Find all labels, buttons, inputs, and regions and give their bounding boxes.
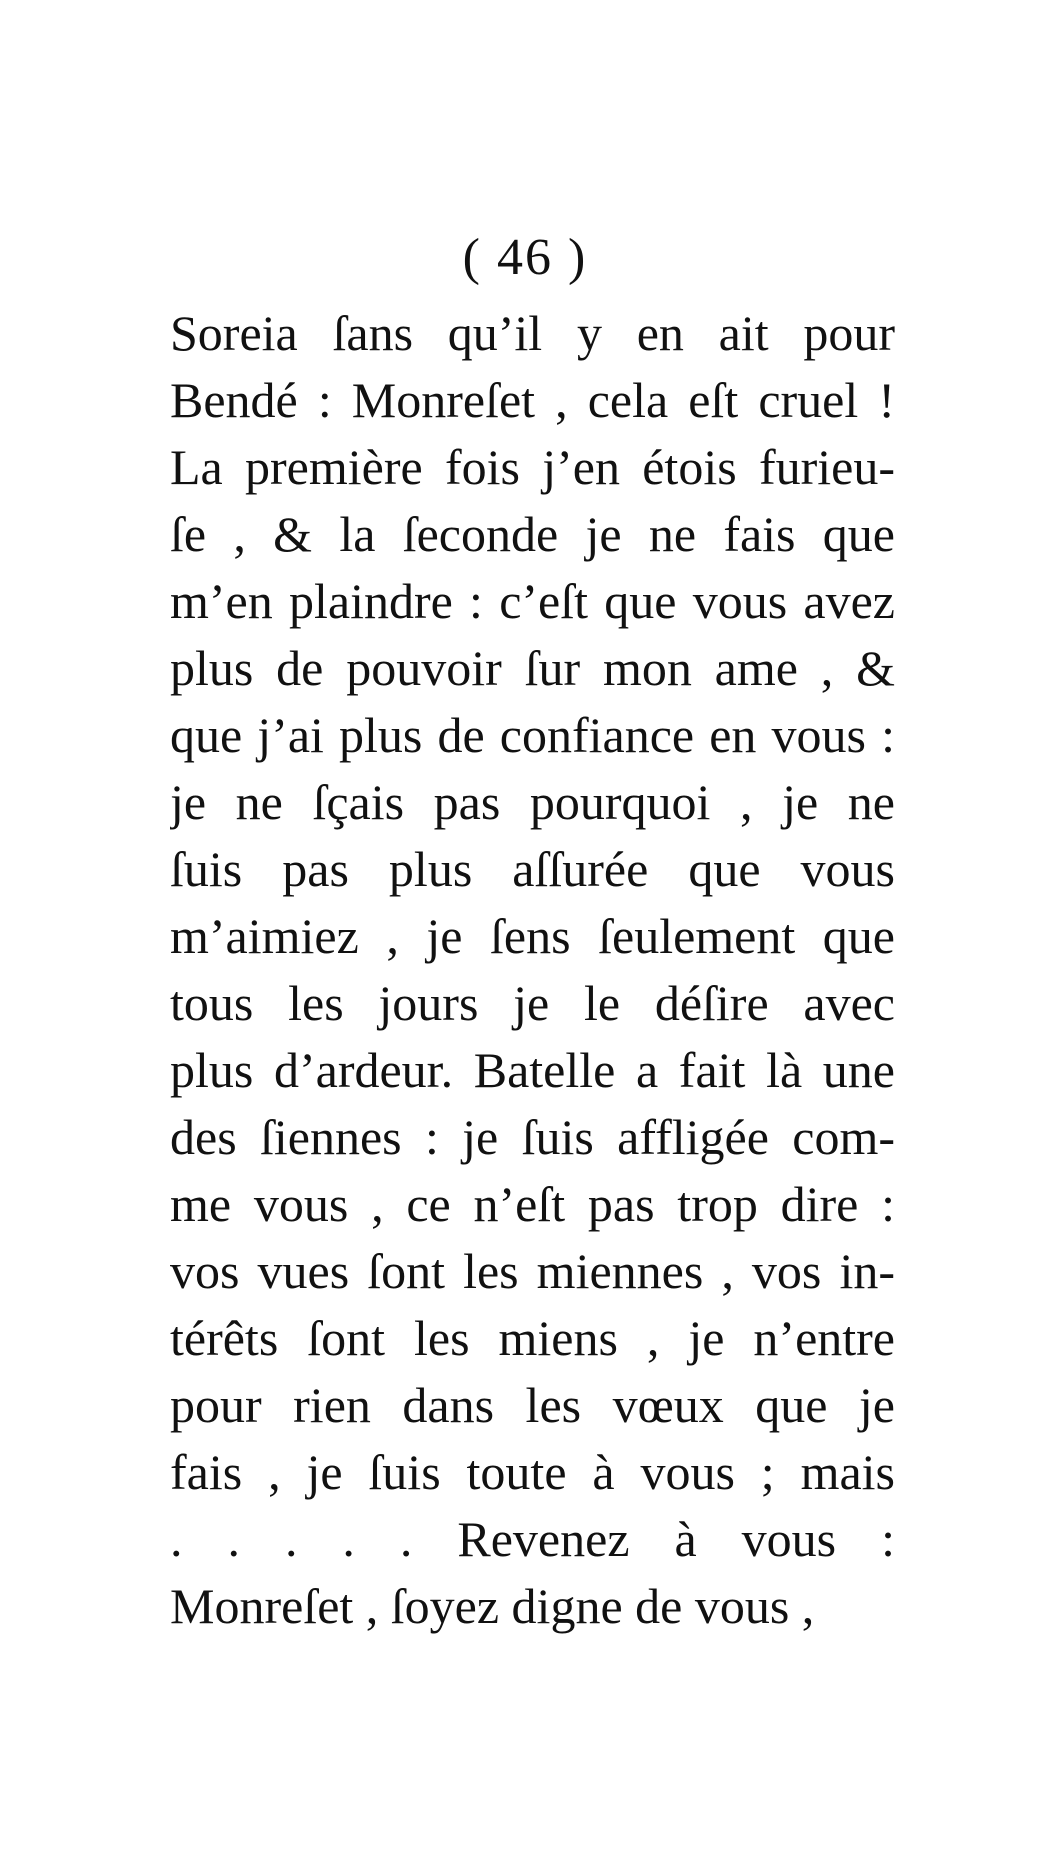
text-line: térêts ſont les miens , je n’entre: [170, 1310, 895, 1366]
text-line: Bendé : Monreſet , cela eſt cruel !: [170, 372, 895, 428]
text-line: vos vues ſont les miennes , vos in-: [170, 1243, 895, 1299]
text-line: Soreia ſans qu’il y en ait pour: [170, 305, 895, 361]
text-line: tous les jours je le déſire avec: [170, 975, 895, 1031]
text-line: La première fois j’en étois furieu-: [170, 439, 895, 495]
text-line: des ſiennes : je ſuis affligée com-: [170, 1109, 895, 1165]
text-line: m’aimiez , je ſens ſeulement que: [170, 908, 895, 964]
text-line: que j’ai plus de confiance en vous :: [170, 707, 895, 763]
text-line: me vous , ce n’eſt pas trop dire :: [170, 1176, 895, 1232]
text-line: m’en plaindre : c’eſt que vous avez: [170, 573, 895, 629]
text-line: Monreſet , ſoyez digne de vous ,: [170, 1578, 815, 1634]
body-text: [170, 300, 895, 1640]
text-line: . . . . . Revenez à vous :: [170, 1511, 895, 1567]
text-line: je ne ſçais pas pourquoi , je ne: [170, 774, 895, 830]
text-line: plus d’ardeur. Batelle a fait là une: [170, 1042, 895, 1098]
page-number: ( 46 ): [462, 229, 588, 286]
text-line: plus de pouvoir ſur mon ame , &: [170, 640, 895, 696]
text-line: ſe , & la ſeconde je ne fais que: [170, 506, 895, 562]
text-line: ſuis pas plus aſſurée que vous: [170, 841, 895, 897]
text-line: pour rien dans les vœux que je: [170, 1377, 895, 1433]
text-line: fais , je ſuis toute à vous ; mais: [170, 1444, 895, 1500]
